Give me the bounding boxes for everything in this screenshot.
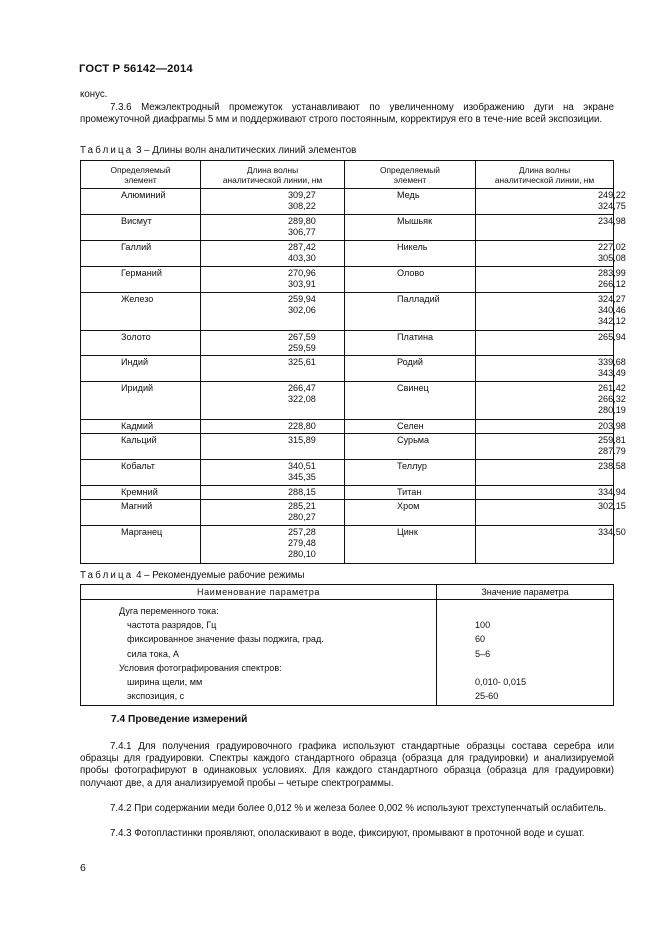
element-cell: Кадмий (81, 420, 201, 434)
table-row (81, 632, 614, 646)
wavelength-cell: 227,02 305,08 (476, 240, 614, 266)
parameter-name-cell: фиксированное значение фазы поджига, град. (81, 632, 437, 646)
element-cell: Иридий (81, 382, 201, 420)
paragraph-7-4-1: 7.4.1 Для получения градуировочного графика используют стандартные образцы состава серебра или образцы для градуировки. Спектры каждого стандартного образца (образца для градуировки) и анализируемой пробы фотографируют в одинаковых условиях. Для каждого стандартного образца (образца для градуировки) получают две, а для анализируемой пробы – четыре спектрограммы. (80, 741, 614, 789)
wavelength-cell: 324,27 340,46 342,12 (476, 292, 614, 330)
element-cell: Теллур (345, 460, 476, 486)
header-parameter-name: Наименование параметра (81, 585, 437, 600)
wavelength-cell: 334,50 (476, 526, 614, 564)
element-cell: Свинец (345, 382, 476, 420)
wavelength-cell: 288,15 (201, 486, 345, 500)
parameter-value-cell: 5–6 (437, 647, 614, 661)
element-cell: Галлий (81, 240, 201, 266)
table-row (81, 618, 614, 632)
header-element-left: Определяемый элемент (81, 161, 201, 189)
element-cell: Кремний (81, 486, 201, 500)
table-row (81, 434, 614, 460)
element-cell: Марганец (81, 526, 201, 564)
element-cell: Медь (345, 189, 476, 215)
header-parameter-value: Значение параметра (437, 585, 614, 600)
parameter-value-cell: 25-60 (437, 689, 614, 706)
parameter-name-cell: ширина щели, мм (81, 675, 437, 689)
header-wavelength-right: Длина волны аналитической линии, нм (476, 161, 614, 189)
parameter-value-cell: 0,010- 0,015 (437, 675, 614, 689)
table4-caption (80, 570, 614, 582)
table3-caption (80, 145, 614, 157)
element-cell: Палладий (345, 292, 476, 330)
element-cell: Олово (345, 266, 476, 292)
element-cell: Кальций (81, 434, 201, 460)
wavelength-cell: 334,94 (476, 486, 614, 500)
paragraph-7-4-2: 7.4.2 При содержании меди более 0,012 % и железа более 0,002 % используют трехступенчатый ослабитель. (110, 803, 607, 814)
table-row (81, 600, 614, 619)
element-cell: Селен (345, 420, 476, 434)
parameter-value-cell: 100 (437, 618, 614, 632)
section-heading-7-4: 7.4 Проведение измерений (111, 714, 248, 725)
wavelength-cell: 259,81 287.79 (476, 434, 614, 460)
header-element-right: Определяемый элемент (345, 161, 476, 189)
element-cell: Золото (81, 330, 201, 356)
element-cell: Титан (345, 486, 476, 500)
parameter-name-cell: сила тока, А (81, 647, 437, 661)
table-row (81, 292, 614, 330)
wavelength-cell: 325,61 (201, 356, 345, 382)
table-row (81, 382, 614, 420)
parameter-value-cell (437, 661, 614, 675)
wavelength-cell: 340,51 345,35 (201, 460, 345, 486)
table-row (81, 189, 614, 215)
wavelength-cell: 249,22 324,75 (476, 189, 614, 215)
element-cell: Цинк (345, 526, 476, 564)
wavelength-cell: 285,21 280,27 (201, 500, 345, 526)
table-row (81, 330, 614, 356)
table-row (81, 526, 614, 564)
table-row (81, 647, 614, 661)
wavelength-cell: 302,15 (476, 500, 614, 526)
wavelength-table (80, 160, 626, 564)
element-cell: Мышьяк (345, 214, 476, 240)
table-row (81, 689, 614, 706)
table-row (81, 240, 614, 266)
wavelength-cell: 259,94 302,06 (201, 292, 345, 330)
element-cell: Алюминий (81, 189, 201, 215)
wavelength-cell: 270,96 303,91 (201, 266, 345, 292)
parameter-name-cell: Дуга переменного тока: (81, 600, 437, 619)
parameter-name-cell: частота разрядов, Гц (81, 618, 437, 632)
wavelength-cell: 287,42 403,30 (201, 240, 345, 266)
wavelength-cell: 309,27 308,22 (201, 189, 345, 215)
document-id: ГОСТ Р 56142—2014 (79, 63, 193, 75)
wavelength-cell: 238.58 (476, 460, 614, 486)
table3-caption-word: Таблица (80, 145, 134, 156)
paragraph-7-4-3: 7.4.3 Фотопластинки проявляют, ополаскивают в воде, фиксируют, промывают в проточной воде и сушат. (110, 828, 585, 839)
element-cell: Хром (345, 500, 476, 526)
element-cell: Висмут (81, 214, 201, 240)
element-cell: Кобальт (81, 460, 201, 486)
table-row (81, 420, 614, 434)
parameter-value-cell (437, 600, 614, 619)
table-row (81, 486, 614, 500)
wavelength-cell: 257,28 279,48 280,10 (201, 526, 345, 564)
element-cell: Индий (81, 356, 201, 382)
table-row (81, 214, 614, 240)
table-row (81, 460, 614, 486)
element-cell: Железо (81, 292, 201, 330)
table4-caption-word: Таблица (80, 570, 134, 581)
table-row (81, 661, 614, 675)
table-row (81, 266, 614, 292)
wavelength-cell: 265,94 (476, 330, 614, 356)
table-row (81, 500, 614, 526)
text-fragment: конус. (80, 89, 108, 100)
parameter-name-cell: Условия фотографирования спектров: (81, 661, 437, 675)
paragraph-7-3-6: 7.3.6 Межэлектродный промежуток устанавливают по увеличенному изображению дуги на экране промежуточной диафрагмы 5 мм и поддерживают строго постоянным, корректируя его в тече-ние всей экспозиции. (80, 102, 614, 126)
wavelength-cell: 283,99 266,12 (476, 266, 614, 292)
wavelength-cell: 289,80 306,77 (201, 214, 345, 240)
wavelength-cell: 267,59 259,59 (201, 330, 345, 356)
element-cell: Платина (345, 330, 476, 356)
page-number: 6 (80, 862, 86, 874)
parameter-name-cell: экспозиция, с (81, 689, 437, 706)
parameter-value-cell: 60 (437, 632, 614, 646)
modes-table (80, 584, 614, 706)
element-cell: Сурьма (345, 434, 476, 460)
wavelength-cell: 339,68 343,49 (476, 356, 614, 382)
header-wavelength-left: Длина волны аналитической линии, нм (201, 161, 345, 189)
wavelength-cell: 266,47 322,08 (201, 382, 345, 420)
table-row (81, 675, 614, 689)
element-cell: Магний (81, 500, 201, 526)
table4-caption-text: 4 – Рекомендуемые рабочие режимы (136, 570, 305, 581)
table-row (81, 356, 614, 382)
element-cell: Никель (345, 240, 476, 266)
element-cell: Германий (81, 266, 201, 292)
table3-caption-text: 3 – Длины волн аналитических линий элементов (136, 145, 357, 156)
wavelength-cell: 234,98 (476, 214, 614, 240)
wavelength-cell: 261,42 266,32 280,19 (476, 382, 614, 420)
wavelength-cell: 203,98 (476, 420, 614, 434)
wavelength-cell: 315,89 (201, 434, 345, 460)
wavelength-cell: 228,80 (201, 420, 345, 434)
element-cell: Родий (345, 356, 476, 382)
